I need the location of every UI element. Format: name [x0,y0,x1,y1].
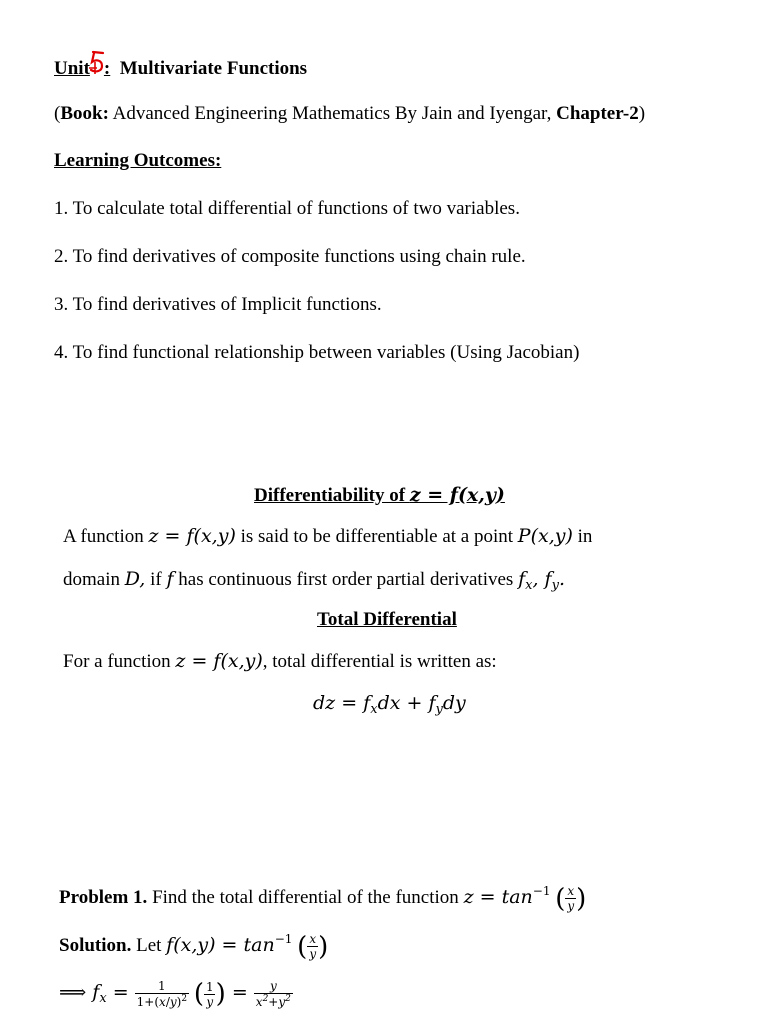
total-differential-heading: Total Differential [317,609,457,630]
problem-statement: Problem 1. Find the total differential of the function $z = \tan^{-1}$ ( $\frac{x}{y}$ ) [59,883,587,914]
outcome-item: 4. To find functional relationship between variables (Using Jacobian) [54,342,580,363]
solution-derivative: ⟹ $f_x$ = $\frac{1}{1+(x/y)^2}$ ( $\frac{1}{y}$ ) = $\frac{y}{x^2+y^2}$ [59,979,291,1009]
handwritten-unit-number-icon [90,56,104,74]
differentiability-text-line2: domain D, if f has continuous first order partial derivatives $f_x$, $f_y$. [63,568,565,593]
book-label: Book: [60,103,109,124]
unit-label: Unit : [54,58,110,79]
unit-title: Multivariate Functions [119,58,308,79]
outcome-item: 1. To calculate total differential of functions of two variables. [54,198,520,219]
total-differential-text: For a function z = f(x,y), total differential is written as: [63,650,497,672]
differentiability-text-line1: A function z = f(x,y) is said to be differentiable at a point P(x,y) in [63,525,593,547]
solution-statement: Solution. Let $f(x,y) = \tan^{-1}$ ( $\frac{x}{y}$ ) [59,931,329,962]
book-title: Advanced Engineering Mathematics By Jain and Iyengar, [108,103,557,124]
differentiability-heading: Differentiability of z = f(x,y) [254,484,505,506]
outcomes-heading: Learning Outcomes: [54,150,222,171]
total-differential-formula: dz = $f_xdx + f_ydy$ [313,692,466,717]
outcome-item: 3. To find derivatives of Implicit functions. [54,294,382,315]
book-reference: (Book: Advanced Engineering Mathematics By Jain and Iyengar, Chapter-2) [54,103,646,124]
solution-label: Solution. [59,935,132,956]
problem-label: Problem 1. [59,887,148,908]
outcome-item: 2. To find derivatives of composite functions using chain rule. [54,246,526,267]
book-chapter: Chapter-2 [556,103,639,124]
unit-heading [54,56,307,81]
